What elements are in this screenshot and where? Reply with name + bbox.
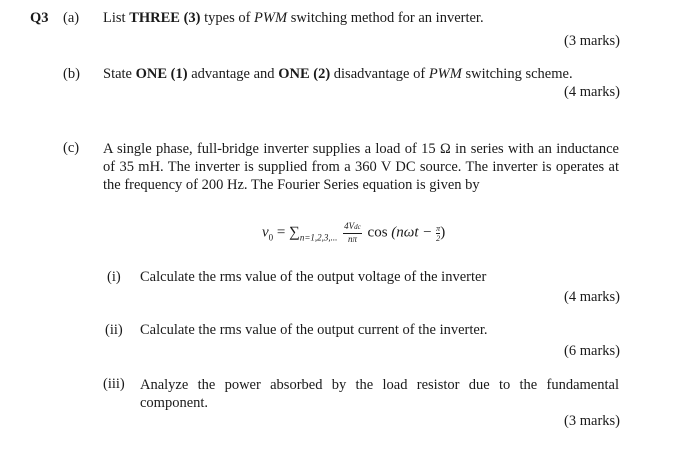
part-b-marks: (4 marks) — [564, 84, 620, 100]
part-a-marks: (3 marks) — [564, 33, 620, 49]
question-number: Q3 — [30, 10, 49, 26]
sub-ii-label: (ii) — [105, 322, 123, 338]
sub-iii-text: Analyze the power absorbed by the load resistor due to the fundamental component. — [140, 377, 619, 411]
part-a-text: List THREE (3) types of PWM switching method for an inverter. — [103, 10, 484, 26]
sub-ii-marks: (6 marks) — [564, 343, 620, 359]
sub-i-marks: (4 marks) — [564, 289, 620, 305]
part-b-text: State ONE (1) advantage and ONE (2) disadvantage of PWM switching scheme. — [103, 66, 573, 82]
part-c-text: A single phase, full-bridge inverter supplies a load of 15 Ω in series with an inductance of 35 mH. The inverter is supplied from a 360 V DC source. The inverter is operates at the frequency of 200 Hz. The Fourier Series equation is given by — [103, 141, 619, 193]
sub-iii-marks: (3 marks) — [564, 413, 620, 429]
fourier-series-equation: $v_0 = \sum_{n=1,2,3,...}$ $\frac{\text{4Vdc}}{n\pi}$ cos (nωt − $\frac{\pi}{2}$) — [262, 221, 446, 244]
equation-fraction: $\frac{\text{4Vdc}}{n\pi}$ — [344, 221, 361, 244]
pi-over-two: $\frac{\pi}{2}$ — [436, 223, 441, 243]
part-c-label: (c) — [63, 140, 80, 156]
sub-iii-label: (iii) — [103, 376, 125, 392]
sub-i-label: (i) — [107, 269, 121, 285]
part-b-label: (b) — [63, 66, 80, 82]
sub-i-text: Calculate the rms value of the output voltage of the inverter — [140, 269, 487, 285]
sub-ii-text: Calculate the rms value of the output current of the inverter. — [140, 322, 488, 338]
part-a-label: (a) — [63, 10, 80, 26]
